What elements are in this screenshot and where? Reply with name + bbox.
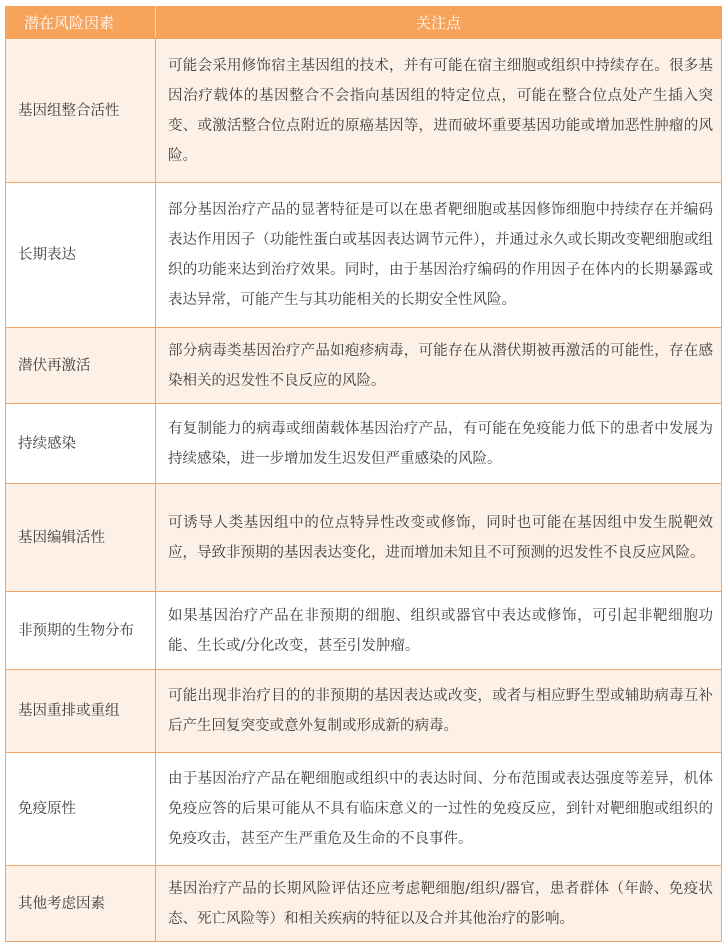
concern-cell: 由于基因治疗产品在靶细胞或组织中的表达时间、分布范围或表达强度等差异，机体免疫应答的后果可能从不具有临床意义的一过性的免疫反应，到针对靶细胞或组织的免疫攻击，甚至产生严重危及生命的不良事件。 bbox=[156, 753, 722, 866]
concern-cell: 基因治疗产品的长期风险评估还应考虑靶细胞/组织/器官，患者群体（年龄、免疫状态、死亡风险等）和相关疾病的特征以及合并其他治疗的影响。 bbox=[156, 866, 722, 942]
table-row bbox=[6, 753, 722, 866]
table-row bbox=[6, 39, 722, 183]
risk-factor-cell: 基因重排或重组 bbox=[6, 670, 156, 753]
risk-factor-cell: 非预期的生物分布 bbox=[6, 592, 156, 670]
table-row bbox=[6, 866, 722, 942]
concern-cell: 部分基因治疗产品的显著特征是可以在患者靶细胞或基因修饰细胞中持续存在并编码表达作用因子（功能性蛋白或基因表达调节元件），并通过永久或长期改变靶细胞或组织的功能来达到治疗效果。同时，由于基因治疗编码的作用因子在体内的长期暴露或表达异常，可能产生与其功能相关的长期安全性风险。 bbox=[156, 183, 722, 328]
concern-cell: 可能会采用修饰宿主基因组的技术，并有可能在宿主细胞或组织中持续存在。很多基因治疗载体的基因整合不会指向基因组的特定位点，可能在整合位点处产生插入突变、或激活整合位点附近的原癌基因等，进而破坏重要基因功能或增加恶性肿瘤的风险。 bbox=[156, 39, 722, 183]
table-row bbox=[6, 328, 722, 404]
header-concern: 关注点 bbox=[156, 7, 722, 39]
table-row bbox=[6, 183, 722, 328]
risk-factor-cell: 长期表达 bbox=[6, 183, 156, 328]
risk-factor-cell: 其他考虑因素 bbox=[6, 866, 156, 942]
table-header-row bbox=[6, 7, 722, 39]
table-row bbox=[6, 484, 722, 592]
concern-cell: 如果基因治疗产品在非预期的细胞、组织或器官中表达或修饰，可引起非靶细胞功能、生长或/分化改变，甚至引发肿瘤。 bbox=[156, 592, 722, 670]
table-row bbox=[6, 592, 722, 670]
header-risk-factor: 潜在风险因素 bbox=[6, 7, 156, 39]
concern-cell: 部分病毒类基因治疗产品如疱疹病毒，可能存在从潜伏期被再激活的可能性，存在感染相关的迟发性不良反应的风险。 bbox=[156, 328, 722, 404]
concern-cell: 可诱导人类基因组中的位点特异性改变或修饰，同时也可能在基因组中发生脱靶效应，导致非预期的基因表达变化，进而增加未知且不可预测的迟发性不良反应风险。 bbox=[156, 484, 722, 592]
concern-cell: 可能出现非治疗目的的非预期的基因表达或改变，或者与相应野生型或辅助病毒互补后产生回复突变或意外复制或形成新的病毒。 bbox=[156, 670, 722, 753]
concern-cell: 有复制能力的病毒或细菌载体基因治疗产品，有可能在免疫能力低下的患者中发展为持续感染，进一步增加发生迟发但严重感染的风险。 bbox=[156, 404, 722, 484]
risk-factor-cell: 潜伏再激活 bbox=[6, 328, 156, 404]
risk-factor-cell: 基因组整合活性 bbox=[6, 39, 156, 183]
risk-factor-table bbox=[5, 6, 722, 942]
risk-factor-cell: 持续感染 bbox=[6, 404, 156, 484]
risk-factor-cell: 免疫原性 bbox=[6, 753, 156, 866]
table-row bbox=[6, 670, 722, 753]
risk-factor-cell: 基因编辑活性 bbox=[6, 484, 156, 592]
table-row bbox=[6, 404, 722, 484]
